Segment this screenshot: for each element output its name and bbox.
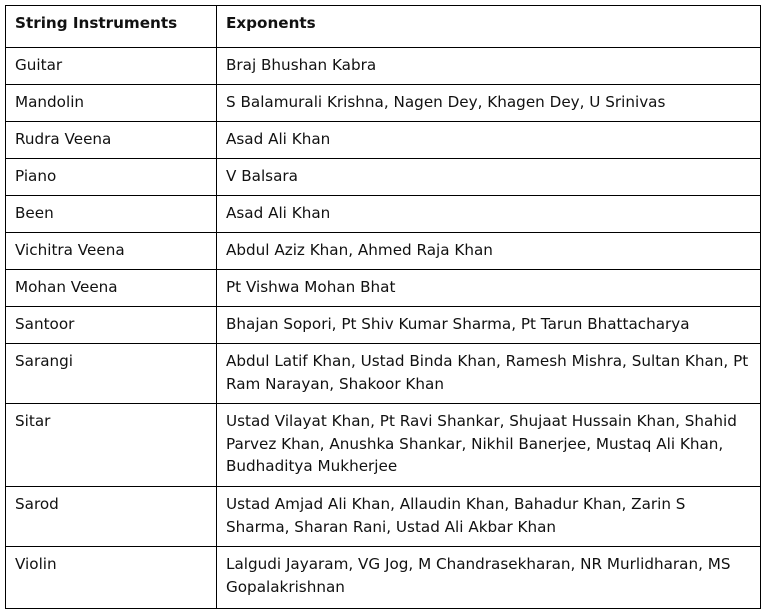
instrument-cell: Sarod: [6, 487, 217, 547]
exponents-cell: Abdul Aziz Khan, Ahmed Raja Khan: [217, 233, 761, 270]
table-row: [6, 404, 761, 487]
exponents-cell: Braj Bhushan Kabra: [217, 48, 761, 85]
exponents-cell: Pt Vishwa Mohan Bhat: [217, 270, 761, 307]
table-row: [6, 270, 761, 307]
table-row: [6, 196, 761, 233]
exponents-cell: Lalgudi Jayaram, VG Jog, M Chandrasekharan, NR Murlidharan, MS Gopalakrishnan: [217, 547, 761, 609]
instrument-cell: Rudra Veena: [6, 122, 217, 159]
instrument-cell: Violin: [6, 547, 217, 609]
instrument-cell: Sarangi: [6, 344, 217, 404]
instrument-cell: Been: [6, 196, 217, 233]
exponents-cell: V Balsara: [217, 159, 761, 196]
header-instruments: String Instruments: [6, 6, 217, 48]
exponents-cell: Abdul Latif Khan, Ustad Binda Khan, Ramesh Mishra, Sultan Khan, Pt Ram Narayan, Shakoor Khan: [217, 344, 761, 404]
table-row: [6, 85, 761, 122]
exponents-cell: Ustad Vilayat Khan, Pt Ravi Shankar, Shujaat Hussain Khan, Shahid Parvez Khan, Anushka Shankar, Nikhil Banerjee, Mustaq Ali Khan, Budhaditya Mukherjee: [217, 404, 761, 487]
exponents-cell: Ustad Amjad Ali Khan, Allaudin Khan, Bahadur Khan, Zarin S Sharma, Sharan Rani, Ustad Ali Akbar Khan: [217, 487, 761, 547]
exponents-cell: Bhajan Sopori, Pt Shiv Kumar Sharma, Pt Tarun Bhattacharya: [217, 307, 761, 344]
table-row: [6, 159, 761, 196]
table-row: [6, 547, 761, 609]
instrument-cell: Santoor: [6, 307, 217, 344]
table-row: [6, 122, 761, 159]
table-row: [6, 487, 761, 547]
instruments-table: [5, 5, 761, 609]
instrument-cell: Sitar: [6, 404, 217, 487]
exponents-cell: S Balamurali Krishna, Nagen Dey, Khagen Dey, U Srinivas: [217, 85, 761, 122]
instrument-cell: Piano: [6, 159, 217, 196]
table-row: [6, 233, 761, 270]
instrument-cell: Mohan Veena: [6, 270, 217, 307]
exponents-cell: Asad Ali Khan: [217, 122, 761, 159]
exponents-cell: Asad Ali Khan: [217, 196, 761, 233]
instrument-cell: Guitar: [6, 48, 217, 85]
instrument-cell: Mandolin: [6, 85, 217, 122]
instrument-cell: Vichitra Veena: [6, 233, 217, 270]
header-row: [6, 6, 761, 48]
header-exponents: Exponents: [217, 6, 761, 48]
table-row: [6, 344, 761, 404]
table-row: [6, 48, 761, 85]
table-row: [6, 307, 761, 344]
